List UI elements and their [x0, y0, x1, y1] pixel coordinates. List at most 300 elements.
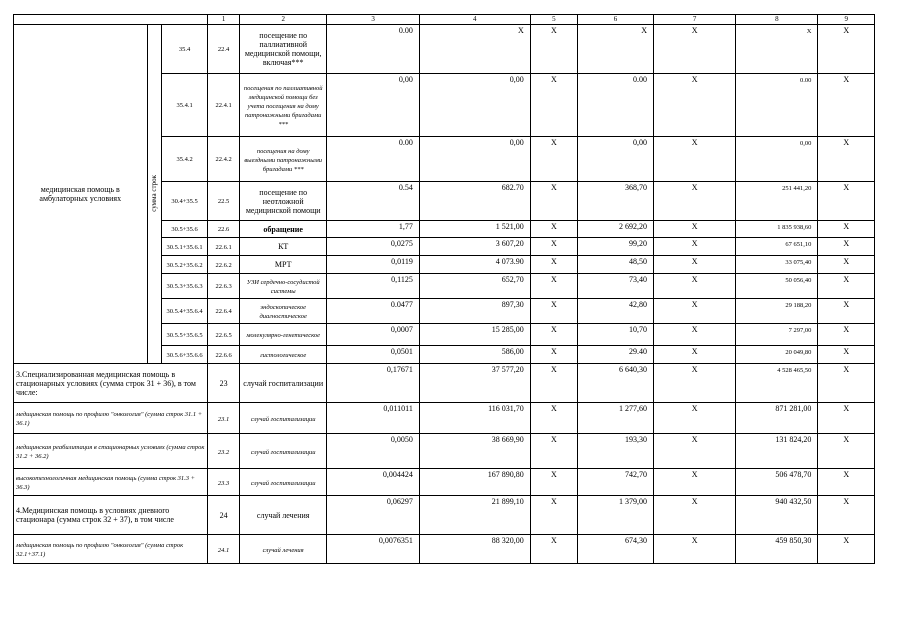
cell-col4: [419, 238, 530, 256]
row-unit-text: посещение по неотложной медицинской помощи: [245, 187, 321, 215]
cell-col3-text: 0,0119: [391, 257, 413, 266]
row-unit: [240, 434, 327, 469]
cell-col7-text: X: [691, 257, 698, 266]
cell-col6: [578, 364, 654, 403]
cell-col3-text: 0,0275: [390, 239, 413, 248]
row-unit-text: эндоскопическое диагностическое: [259, 304, 307, 320]
row-code: [208, 535, 240, 564]
cell-col6: [578, 238, 654, 256]
row-unit: [240, 535, 327, 564]
cell-col8: [736, 535, 818, 564]
row-code: [208, 256, 240, 274]
cell-col7-text: X: [691, 497, 698, 506]
cell-col8: [736, 74, 818, 137]
cell-col3: [327, 364, 419, 403]
cell-col6: [578, 137, 654, 182]
cell-col6-text: 368,70: [625, 183, 648, 192]
cell-col5: [530, 364, 577, 403]
row-code: [208, 496, 240, 535]
cell-col8: [736, 182, 818, 221]
row-code-text: 22.6.6: [215, 351, 232, 359]
cell-col4: [419, 346, 530, 364]
row-label-text: медицинская реабилитация в стационарных условиях (сумма строк 31.2 + 36.2): [16, 444, 205, 460]
row-code: [208, 221, 240, 238]
cell-col3-text: 0,00: [398, 75, 413, 84]
cell-col6-text: 193,30: [625, 435, 648, 444]
cell-col6-text: 2 692,20: [619, 222, 648, 231]
group-label-text: медицинская помощь в амбулаторных условиях: [39, 185, 122, 203]
row-source-ref: [161, 299, 207, 324]
cell-col4-text: 88 320,00: [491, 536, 524, 545]
cell-col9: [818, 496, 875, 535]
cell-col8: [736, 256, 818, 274]
cell-col3-text: 0,17671: [386, 365, 413, 374]
cell-col3: [327, 25, 419, 74]
cell-col8-text: 50 056,40: [785, 277, 812, 284]
cell-col5: [530, 469, 577, 496]
cell-col7-text: X: [691, 404, 698, 413]
cell-col9: [818, 346, 875, 364]
cell-col4: [419, 403, 530, 434]
row-code-text: 23.1: [217, 415, 230, 423]
row-code: [208, 324, 240, 346]
row-code: [208, 346, 240, 364]
row-code-text: 22.6.3: [215, 283, 232, 290]
cell-col7-text: X: [691, 275, 698, 284]
cell-col6-text: 6 640,30: [619, 365, 648, 374]
cell-col5: [530, 403, 577, 434]
sum-label: [147, 25, 161, 364]
header-cell: [578, 15, 654, 25]
cell-col6-text: 674,30: [625, 536, 648, 545]
row-source-ref: [161, 324, 207, 346]
cell-col7-text: X: [691, 75, 698, 84]
row-source-ref: [161, 346, 207, 364]
cell-col5: [530, 74, 577, 137]
table-row: [14, 434, 875, 469]
cell-col5-text: X: [551, 222, 557, 231]
row-source-ref: [161, 221, 207, 238]
cell-col3-text: 0,0050: [390, 435, 413, 444]
row-source-ref-text: 30.5.5+35.6.5: [166, 331, 203, 339]
cell-col9: [818, 137, 875, 182]
row-label-text: медицинская помощь по профилю "онкология" (сумма строк 31.1 + 36.1): [16, 411, 203, 427]
row-source-ref: [161, 238, 207, 256]
cell-col3-text: 0,0501: [390, 347, 413, 356]
row-code-text: 22.6.1: [215, 243, 232, 251]
group-label: [14, 25, 148, 364]
cell-col6: [578, 324, 654, 346]
cell-col9-text: X: [843, 404, 850, 413]
cell-col3: [327, 238, 419, 256]
cell-col8: [736, 238, 818, 256]
cell-col5: [530, 434, 577, 469]
cell-col6-text: 742,70: [625, 470, 648, 479]
row-unit: [240, 74, 327, 137]
cell-col7-text: X: [691, 183, 698, 192]
cell-col9: [818, 535, 875, 564]
cell-col5-text: X: [551, 275, 557, 284]
header-cell-text: 6: [613, 15, 618, 23]
table-row: [14, 496, 875, 535]
cell-col8-text: X: [806, 28, 812, 35]
cell-col4-text: 682.70: [501, 183, 524, 192]
row-code: [208, 469, 240, 496]
header-cell: [654, 15, 736, 25]
row-source-ref-text: 30.5.6+35.6.6: [166, 351, 203, 359]
cell-col4-text: 21 899,10: [491, 497, 524, 506]
cell-col8-text: 940 432,50: [775, 497, 812, 506]
cell-col6: [578, 182, 654, 221]
cell-col8: [736, 403, 818, 434]
cell-col5-text: X: [551, 138, 557, 147]
row-unit: [240, 137, 327, 182]
cell-col6: [578, 403, 654, 434]
cell-col3: [327, 74, 419, 137]
cell-col3-text: 1,77: [398, 222, 413, 231]
cell-col3-text: 0.00: [398, 138, 413, 147]
cell-col5-text: X: [551, 75, 557, 84]
cell-col5-text: X: [551, 257, 557, 266]
header-cell-text: 4: [473, 15, 477, 23]
cell-col8-text: 0.00: [800, 77, 812, 84]
cell-col5: [530, 182, 577, 221]
cell-col4: [419, 324, 530, 346]
cell-col5-text: X: [551, 347, 557, 356]
row-unit-text: гистологическое: [260, 352, 307, 359]
row-code-text: 22.6.5: [215, 331, 232, 339]
cell-col9-text: X: [843, 536, 850, 545]
header-cell: [736, 15, 818, 25]
cell-col6-text: 73,40: [629, 275, 648, 284]
cell-col4-text: 15 285,00: [491, 325, 524, 334]
cell-col7-text: X: [691, 222, 698, 231]
cell-col5-text: X: [551, 365, 557, 374]
cell-col5: [530, 346, 577, 364]
cell-col4: [419, 221, 530, 238]
cell-col9: [818, 182, 875, 221]
cell-col7: [654, 74, 736, 137]
row-unit: [240, 256, 327, 274]
cell-col8: [736, 274, 818, 299]
header-cell: [240, 15, 327, 25]
cell-col4-text: 4 073.90: [495, 257, 524, 266]
cell-col3: [327, 535, 419, 564]
row-source-ref-text: 35.4: [178, 46, 191, 53]
cell-col5: [530, 535, 577, 564]
cell-col9: [818, 469, 875, 496]
row-unit-text: случай лечения: [256, 510, 310, 520]
header-cell: [419, 15, 530, 25]
cell-col8-text: 251 441,20: [782, 185, 812, 192]
row-label: [14, 535, 208, 564]
cell-col6: [578, 25, 654, 74]
cell-col5: [530, 496, 577, 535]
cell-col7-text: X: [691, 239, 698, 248]
row-code-text: 22.4: [217, 46, 230, 53]
cell-col9-text: X: [843, 300, 850, 309]
cell-col9: [818, 274, 875, 299]
cell-col3-text: 0,004424: [382, 470, 413, 479]
row-unit: [240, 221, 327, 238]
cell-col9: [818, 324, 875, 346]
row-unit-text: посещение по паллиативной медицинской помощи, включая***: [244, 31, 322, 67]
cell-col5: [530, 238, 577, 256]
cell-col7-text: X: [691, 536, 698, 545]
cell-col8-text: 33 075,40: [785, 259, 812, 266]
cell-col7: [654, 324, 736, 346]
cell-col5-text: X: [551, 470, 557, 479]
cell-col6-text: 1 277,60: [619, 404, 648, 413]
cell-col8-text: 131 824,20: [775, 435, 812, 444]
row-unit: [240, 364, 327, 403]
row-source-ref-text: 30.5+35.6: [171, 226, 198, 233]
cell-col3: [327, 403, 419, 434]
cell-col8: [736, 346, 818, 364]
cell-col9-text: X: [843, 75, 850, 84]
cell-col6-text: X: [641, 26, 648, 35]
row-unit: [240, 274, 327, 299]
row-code-text: 22.6.2: [215, 261, 232, 269]
row-label: [14, 469, 208, 496]
row-unit-text: случай госпитализации: [250, 479, 316, 487]
row-unit-text: молекулярно-генетическое: [246, 332, 321, 339]
cell-col8: [736, 324, 818, 346]
cell-col3: [327, 346, 419, 364]
row-source-ref: [161, 256, 207, 274]
header-cell-text: 2: [281, 15, 285, 23]
cell-col3-text: 0.0477: [390, 300, 413, 309]
cell-col8: [736, 299, 818, 324]
cell-col5-text: X: [551, 300, 557, 309]
header-cell-text: 5: [552, 15, 556, 23]
cell-col6-text: 42,80: [629, 300, 648, 309]
row-source-ref-text: 30.4+35.5: [171, 198, 198, 205]
cell-col3: [327, 496, 419, 535]
row-unit-text: случай госпитализации: [250, 448, 316, 456]
cell-col9: [818, 434, 875, 469]
table-row: [14, 403, 875, 434]
cell-col3: [327, 469, 419, 496]
row-unit: [240, 496, 327, 535]
row-code-text: 24.1: [217, 546, 230, 554]
cell-col7: [654, 535, 736, 564]
cell-col9-text: X: [843, 365, 850, 374]
cell-col9-text: X: [843, 325, 850, 334]
row-source-ref: [161, 182, 207, 221]
cell-col9: [818, 25, 875, 74]
header-cell: [530, 15, 577, 25]
row-code: [208, 364, 240, 403]
cell-col4: [419, 496, 530, 535]
cell-col7-text: X: [691, 138, 698, 147]
cell-col4-text: 38 669,90: [491, 435, 524, 444]
header-cell-text: 8: [775, 15, 779, 23]
cell-col8-text: 1 835 938,60: [777, 224, 812, 231]
cell-col3: [327, 137, 419, 182]
row-label: [14, 403, 208, 434]
header-cell: [208, 15, 240, 25]
cell-col8: [736, 469, 818, 496]
row-source-ref: [161, 74, 207, 137]
row-code-text: 23.2: [217, 448, 230, 456]
header-cell-blank: [14, 15, 208, 25]
cell-col4-text: 0,00: [509, 75, 524, 84]
row-label-text: 4.Медицинская помощь в условиях дневного стационара (сумма строк 32 + 37), в том числе: [16, 506, 174, 524]
cell-col5: [530, 324, 577, 346]
row-code: [208, 137, 240, 182]
header-cell-text: 3: [371, 15, 375, 23]
cell-col4-text: 167 890,80: [487, 470, 524, 479]
cell-col7-text: X: [691, 325, 698, 334]
cell-col7: [654, 221, 736, 238]
row-label-text: 3.Специализированная медицинская помощь в стационарных условиях (сумма строк 31 + 36), в том числе:: [16, 369, 196, 397]
cell-col3-text: 0.00: [398, 26, 413, 35]
cell-col9-text: X: [843, 183, 850, 192]
row-label-text: высокотехнологичная медицинская помощь (сумма строк 31.3 + 36.3): [16, 475, 196, 491]
cell-col7: [654, 364, 736, 403]
row-unit-text: случай госпитализации: [250, 415, 316, 423]
cell-col4-text: 586,00: [501, 347, 524, 356]
cell-col8: [736, 221, 818, 238]
cell-col8-text: 459 850,30: [775, 536, 812, 545]
cell-col7: [654, 403, 736, 434]
cell-col8-text: 29 188,20: [785, 302, 812, 309]
cell-col3-text: 0,011011: [383, 404, 413, 413]
cell-col9-text: X: [843, 26, 850, 35]
cell-col4: [419, 137, 530, 182]
row-unit-text: случай лечения: [262, 546, 304, 554]
row-code: [208, 299, 240, 324]
cell-col7-text: X: [691, 365, 698, 374]
row-unit-text: посещения по паллиативной медицинской помощи без учета посещения на дому патронажными бригадами ***: [243, 84, 323, 128]
cell-col7-text: X: [691, 435, 698, 444]
cell-col4-text: 116 031,70: [488, 404, 524, 413]
row-source-ref-text: 35.4.1: [176, 102, 193, 109]
cell-col4-text: 897,30: [501, 300, 524, 309]
header-cell-text: 9: [844, 15, 848, 23]
cell-col7: [654, 346, 736, 364]
row-source-ref: [161, 274, 207, 299]
cell-col8-text: 4 528 465,50: [777, 367, 812, 374]
row-unit-text: КТ: [278, 242, 289, 251]
row-code: [208, 25, 240, 74]
cell-col8-text: 67 651,10: [785, 241, 812, 248]
cell-col4-text: 0,00: [509, 138, 524, 147]
cell-col8: [736, 434, 818, 469]
cell-col8: [736, 496, 818, 535]
cell-col5: [530, 256, 577, 274]
cell-col8-text: 20 049,80: [785, 349, 812, 356]
cell-col9: [818, 221, 875, 238]
cell-col9-text: X: [843, 138, 850, 147]
cell-col7: [654, 469, 736, 496]
cell-col9: [818, 299, 875, 324]
row-code-text: 22.5: [217, 198, 230, 205]
cell-col6: [578, 496, 654, 535]
cell-col6: [578, 299, 654, 324]
cell-col5-text: X: [551, 26, 557, 35]
row-unit-text: посещения на дому выездными патронажными бригадами ***: [244, 147, 323, 173]
row-unit: [240, 25, 327, 74]
row-code-text: 22.4.2: [215, 156, 232, 163]
cell-col4: [419, 364, 530, 403]
row-unit-text: УЗИ сердечно-сосудистой системы: [246, 279, 320, 295]
cell-col8: [736, 137, 818, 182]
cell-col3: [327, 274, 419, 299]
cell-col9-text: X: [843, 347, 850, 356]
cell-col6: [578, 274, 654, 299]
cell-col8: [736, 364, 818, 403]
cell-col5-text: X: [551, 536, 557, 545]
cell-col6-text: 29.40: [629, 347, 648, 356]
table-row: [14, 469, 875, 496]
cell-col4: [419, 299, 530, 324]
cell-col9-text: X: [843, 257, 850, 266]
cell-col7: [654, 496, 736, 535]
row-source-ref-text: 30.5.2+35.6.2: [166, 261, 203, 269]
data-table: [13, 14, 875, 564]
cell-col4-text: 1 521,00: [495, 222, 524, 231]
cell-col5-text: X: [551, 183, 557, 192]
row-unit-text: МРТ: [274, 260, 292, 269]
row-label: [14, 434, 208, 469]
cell-col6: [578, 346, 654, 364]
cell-col4-text: 652,70: [501, 275, 524, 284]
row-source-ref-text: 35.4.2: [176, 156, 193, 163]
cell-col9-text: X: [843, 222, 850, 231]
header-row: [14, 15, 875, 25]
cell-col7: [654, 137, 736, 182]
cell-col3-text: 0.54: [398, 183, 413, 192]
cell-col8-text: 506 478,70: [775, 470, 812, 479]
cell-col3: [327, 256, 419, 274]
cell-col5: [530, 274, 577, 299]
cell-col3: [327, 299, 419, 324]
row-code-text: 23: [219, 378, 228, 388]
row-source-ref-text: 30.5.4+35.6.4: [166, 308, 203, 315]
cell-col4: [419, 469, 530, 496]
cell-col4: [419, 182, 530, 221]
cell-col6: [578, 469, 654, 496]
row-code: [208, 238, 240, 256]
cell-col6-text: 0,00: [633, 138, 648, 147]
header-cell-text: 7: [692, 15, 697, 23]
cell-col5-text: X: [551, 435, 557, 444]
row-code-text: 23.3: [217, 479, 230, 487]
cell-col4: [419, 25, 530, 74]
row-unit: [240, 238, 327, 256]
cell-col4-text: 3 607,20: [495, 239, 524, 248]
cell-col3-text: 0,1125: [391, 275, 413, 284]
cell-col7: [654, 238, 736, 256]
row-code: [208, 182, 240, 221]
cell-col9: [818, 256, 875, 274]
header-cell: [327, 15, 419, 25]
row-code-text: 22.4.1: [215, 102, 232, 109]
cell-col4-text: X: [517, 26, 524, 35]
row-code: [208, 434, 240, 469]
row-unit: [240, 299, 327, 324]
cell-col8-text: 871 281,00: [775, 404, 812, 413]
cell-col5-text: X: [551, 497, 557, 506]
cell-col3-text: 0,0007: [390, 325, 413, 334]
row-code-text: 24: [219, 510, 228, 520]
cell-col7: [654, 25, 736, 74]
cell-col5: [530, 221, 577, 238]
cell-col5-text: X: [551, 404, 557, 413]
row-unit-text: обращение: [263, 224, 303, 234]
